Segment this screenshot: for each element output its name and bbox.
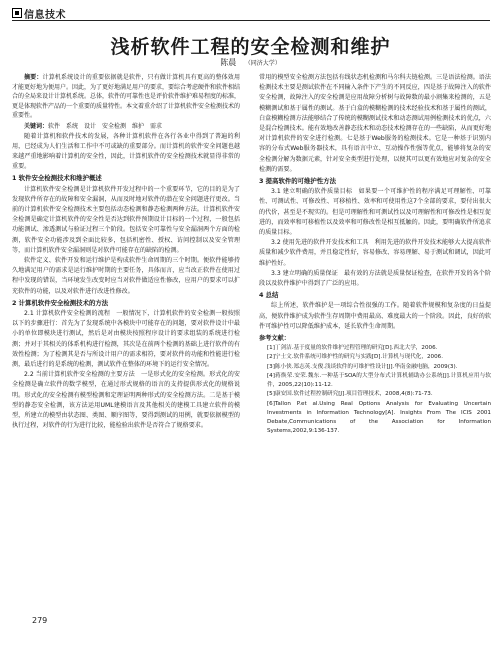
left-column xyxy=(12,73,240,431)
keywords xyxy=(12,122,240,132)
abstract-label: 摘要： xyxy=(24,74,43,81)
header-divider xyxy=(12,20,490,21)
right-column xyxy=(259,73,491,436)
section-heading: 1 软件安全检测技术和维护概述 xyxy=(12,174,102,183)
body-paragraph: 随着计算机和软件技术的发展，各种计算机软件在各行各业中得到了普遍的利用，已经成为人们生活和工作中不可或缺的重要部分。而计算机的软件安全问题也越来越严重地影响着计算机的安全性，因此，计算机软件的安全检测技术就显得非常的重要。 xyxy=(12,132,240,171)
body-paragraph: 软件定义、软件开发和运行维护是构成软件生命周期的三个时期。便软件能够持久地满足用户的需求是运行维护时期的主要任务，具体而言，应当改正软件在使用过程中发现的错误，当环境发生改变时应当对软件做适应性修改，应用户的要求可以扩充软件的功能，以及对软件进行改进性修改。 xyxy=(12,257,240,295)
section-heading: 2 计算机软件安全检测技术的方法 xyxy=(12,298,109,307)
page-number: 279 xyxy=(32,616,48,625)
section-heading: 3 提高软件的可维护性方法 xyxy=(259,177,336,186)
keywords-text: 软件 系统 设计 安全检测 维护 需求 xyxy=(48,122,163,130)
body-paragraph: 3.1 建立明确的软件质量目标 如果要一个可维护性的程序满足可理解性、可靠性、可测试性、可修改性、可移植性、效率和可使用性这7个全部的要求，要付出很大的代价，甚至是不现实的。但是可理解性和可测试性以及可理解性和可修改性是相互促进的，而效率和可移植性以及效率和可修改性是相互抵触的。因此，要明确软件所追求的质量目标。 xyxy=(259,188,491,237)
author-affiliation: （同济大学） xyxy=(244,60,281,67)
references-heading: 参考文献： xyxy=(259,335,290,343)
reference-item: [5]康安国.软件过程控制研究[J].项目管理技术，2008,4(8):71-73. xyxy=(267,391,433,398)
body-paragraph: 2.2 当前计算机软件安全检测的主要方法 一是形式化的安全检测。形式化的安全检测是确立软件的数学模型，在通过形式规格的语言的支持提供形式化的规格说明。形式化的安全检测有模型检测和定理证明两种形式的安全检测方法。二是基于模型的静态安全检测，该方法运用UML建模语言及其他相关的建模工具建立软件的模型，所建立的模型由状态图、类图、顺序图等，要得到测试的用例，就要依据模型的执行过程，对软件的行为进行比较，能检验出软件是否符合了规格要求。 xyxy=(12,371,240,430)
body-paragraph: 3.3 建立明确的质量保证 最有效的方法就是质量保证检查，在软件开发的各个阶段以及软件维护中得到了广泛的应用。 xyxy=(259,269,491,288)
reference-item: [1]丁剑洁.基于度量的软件维护过程管理的研究[D].西北大学，2006. xyxy=(267,345,438,352)
section-tag-label: 信息技术 xyxy=(24,9,66,21)
body-paragraph: 常用的模型安全检测方法包括有线状态机检测和马尔科夫链检测。三是语法检测。语法检测技术主要是测试软件在不同输入条件下产生的不同反应，四是基于故障注入的软件安全检测，故障注入的安全检测是应用故障分析树与故障数的最小割集来检测的，五是模糊测试和基于属性的测试。基于白盒的模糊检测的技术经验技术和基于属性的测试，白盒模糊检测方法能够结合了传统的模糊测试技术和动态测试用例检测技术的优点，六是混合检测技术。能有效地改善静态技术和动态技术检测存在的一些缺陷，从而更好地对计算机软件的安全进行检测。七是基于Web服务的检测技术。它是一种基于识别内容的分布式Web服务器技术，具有语言中立、互动操作性强等优点，能够将复杂的安全检测分解为数据元素，针对安全类型进行处理，以便其可以更有效地应对复杂的安全检测的需要。 xyxy=(259,74,491,173)
abstract xyxy=(12,73,240,121)
section-heading: 4 总结 xyxy=(259,291,279,300)
body-paragraph: 3.2 使用先进的软件开发技术和工具 利用先进的软件开发技术能够大大提高软件质量和减少软件费用，并且稳定性好，容易修改、容易理解、易于测试和调试，因此可维护性好。 xyxy=(259,239,491,267)
reference-item: [4]蒋焕荣.安荣.魏东.一种基于SOA的大型分布式计算机辅助办公系统[J].计算机应用与软件，2005,22(10):11-12. xyxy=(267,372,491,389)
article-title: 浅析软件工程的安全检测和维护 xyxy=(110,36,391,58)
reference-item: [6]Tallon P.et al.Using Real Options Analysis for Evaluating Uncertain Investments in Information Technology[A]. Insights From The ICIS 2001 Debate,Communications of the Association for Information Systems,2002,9:136-137. xyxy=(267,400,491,435)
author-line xyxy=(0,57,501,68)
abstract-text: 计算机系统设计的重要依据就是软件，只有做计算机具有更高的整体效用才能更好地为便用户。因此，为了更好地满足用户的要求，要综合考虑硬件和软件相结合的全局来设计计算机系统。总体，软件的可靠性也是评价软件维护难易程度的标准，更是体现软件产品的一个重要的质量特性。本文着重介绍了计算机软件安全检测技术的重要性。 xyxy=(12,74,241,120)
section-tag xyxy=(12,6,144,20)
section-square-icon xyxy=(12,8,22,18)
body-paragraph: 综上所述，软件维护是一项综合性很强的工作。随着软件规模和复杂度的日益提高，便软件维护成为软件生存周期中费用最高、难度最大的一个阶段。因此，良好的软件可维护性可以降低维护成本，延长软件生命周期。 xyxy=(259,302,491,330)
keywords-label: 关键词： xyxy=(24,122,49,130)
body-paragraph: 2.1 计算机软件安全检测的流程 一般情况下，计算机软件的安全检测一般按照以下的步骤进行：首先为了发现系统中各模块中可能存在的问题，要对软件设计中最小的单位即模块进行测试，然后是对由模块按照程序设计的要求组装的系统进行检测；并对于其相关的体系机构进行检测，其次是在前两个检测的基础上进行软件的有效性检测；为了检测其是否与所设计用户的需求相符，要对软件的功能和性能进行检测，最后进行的是系统的检测，测试软件在整体的环境下的运行安全情况。 xyxy=(12,310,240,369)
reference-item: [3]陈小侠.郑志英.支俊.浅谈软件的可维护性设计[J].华南金融电脑，2009(3). xyxy=(267,363,458,370)
author-name: 陈晨 xyxy=(220,58,237,67)
body-paragraph: 计算机软件安全检测是计算机软件开发过程中的一个重要环节，它的目的是为了发现软件所存在的故障和安全漏洞，从而及时地对软件的潜在安全问题进行更改。当前的计算机软件安全检测技术主要包括动态检测和静态检测两种方法。计算机软件安全检测是确定计算机软件的安全性是否达到软件预期设计目标的一个过程，一般包括功能测试、渗透测试与验证过程三个阶段。包括安全可靠性与安全漏洞两个方面的检测，软件安全功能涉及到全面比较多，包括机密性、授权、访问控制以及安全管理等，而计算机软件安全漏洞则是对软件可能存在的缺陷的检测。 xyxy=(12,185,240,254)
reference-item: [2]宁士文.软件系统可维护性的研究与实践[D].计算机与现代化，2006. xyxy=(267,354,444,361)
